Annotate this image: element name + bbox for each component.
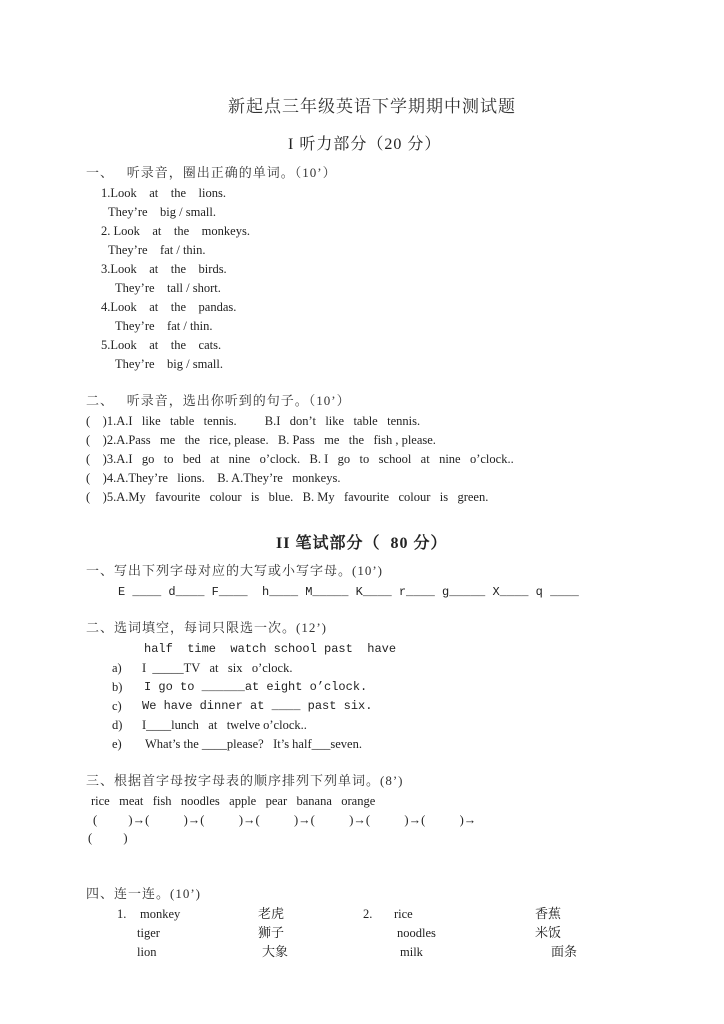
choice-row-3: ( )3.A.I go to bed at nine o’clock. B. I go to school at nine o’clock..	[86, 452, 514, 466]
part2-section2-heading: 二、选词填空，每词只限选一次。(12’)	[86, 620, 327, 635]
order-blanks-line2: ( )	[88, 831, 128, 845]
listen-question-2: 2. Look at the monkeys.	[101, 224, 250, 238]
listen-answer-5: They’re big / small.	[115, 357, 223, 371]
part2-section4-heading: 四、连一连。(10’)	[86, 886, 201, 901]
part1-section2-heading: 二、 听录音，选出你听到的句子。（10’）	[86, 393, 351, 408]
match-cn-noodles: 面条	[551, 944, 578, 959]
choice-row-5: ( )5.A.My favourite colour is blue. B. My favourite colour is green.	[86, 490, 489, 504]
match-en-tiger: tiger	[137, 926, 160, 940]
fill-label-a: a)	[112, 661, 122, 675]
word-list: rice meat fish noodles apple pear banana orange	[91, 794, 376, 808]
fill-item-a: I _____TV at six o’clock.	[142, 661, 293, 675]
match-en-rice: rice	[394, 907, 413, 921]
match-group1-number: 1.	[117, 907, 127, 921]
word-bank: half time watch school past have	[144, 642, 397, 656]
choice-row-4: ( )4.A.They’re lions. B. A.They’re monkeys.	[86, 471, 341, 485]
part1-heading: I 听力部分（20 分）	[288, 136, 442, 153]
match-en-lion: lion	[137, 945, 157, 959]
part1-section1-heading: 一、 听录音，圈出正确的单词。（10’）	[86, 165, 337, 180]
fill-label-c: c)	[112, 699, 122, 713]
match-en-monkey: monkey	[140, 907, 181, 921]
order-blanks-line1: ( )→( )→( )→( )→( )→( )→( )→	[93, 813, 477, 827]
choice-row-2: ( )2.A.Pass me the rice, please. B. Pass me the fish , please.	[86, 433, 436, 447]
fill-label-d: d)	[112, 718, 123, 732]
part2-section1-heading: 一、写出下列字母对应的大写或小写字母。(10’)	[86, 563, 383, 578]
fill-label-b: b)	[112, 680, 123, 694]
part2-section3-heading: 三、根据首字母按字母表的顺序排列下列单词。(8’)	[86, 773, 404, 788]
listen-question-1: 1.Look at the lions.	[101, 186, 226, 200]
listen-answer-3: They’re tall / short.	[115, 281, 221, 295]
listen-answer-4: They’re fat / thin.	[115, 319, 213, 333]
choice-row-1: ( )1.A.I like table tennis. B.I don’t like table tennis.	[86, 414, 421, 428]
fill-item-b: I go to ______at eight o’clock.	[144, 680, 368, 694]
page-title: 新起点三年级英语下学期期中测试题	[228, 97, 516, 116]
match-group2-number: 2.	[363, 907, 373, 921]
match-cn-lion: 狮子	[258, 925, 285, 940]
match-cn-tiger: 老虎	[258, 906, 285, 921]
match-en-noodles: noodles	[397, 926, 436, 940]
listen-answer-1: They’re big / small.	[108, 205, 216, 219]
match-cn-rice: 米饭	[535, 925, 562, 940]
fill-label-e: e)	[112, 737, 122, 751]
listen-answer-2: They’re fat / thin.	[108, 243, 206, 257]
listen-question-4: 4.Look at the pandas.	[101, 300, 237, 314]
fill-item-e: What’s the ____please? It’s half___seven.	[145, 737, 362, 751]
listen-question-5: 5.Look at the cats.	[101, 338, 222, 352]
match-cn-banana: 香蕉	[535, 906, 562, 921]
fill-item-d: I____lunch at twelve o’clock..	[142, 718, 307, 732]
fill-item-c: We have dinner at ____ past six.	[142, 699, 373, 713]
match-cn-elephant: 大象	[262, 944, 289, 959]
match-en-milk: milk	[400, 945, 423, 959]
listen-question-3: 3.Look at the birds.	[101, 262, 227, 276]
letters-line: E ____ d____ F____ h____ M_____ K____ r____ g_____ X____ q ____	[118, 585, 579, 599]
part2-heading: II 笔试部分（ 80 分）	[276, 535, 448, 552]
